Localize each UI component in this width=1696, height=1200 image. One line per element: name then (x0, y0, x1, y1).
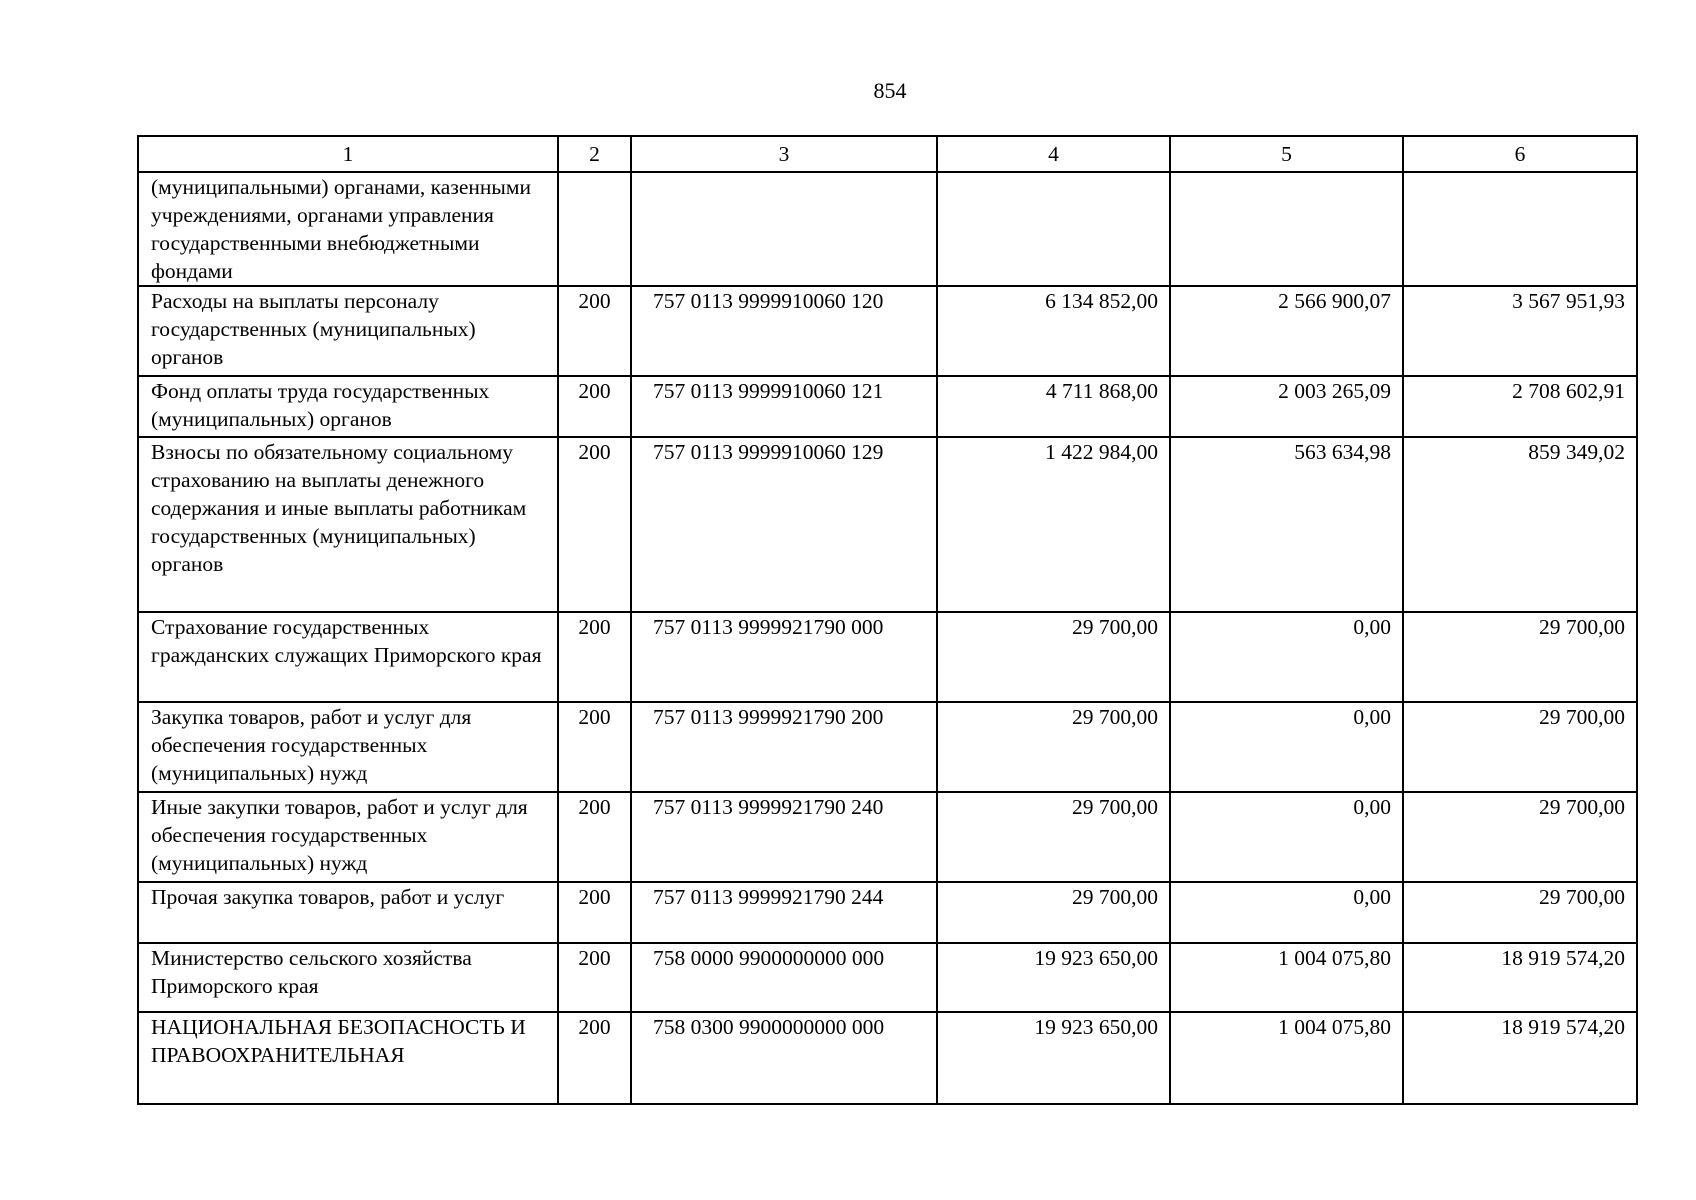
column-header-2: 2 (558, 136, 631, 172)
row-approved: 29 700,00 (937, 702, 1170, 792)
row-approved (937, 172, 1170, 286)
row-budget-code: 757 0113 9999921790 200 (631, 702, 937, 792)
row-kod: 200 (558, 1012, 631, 1104)
table-row (138, 792, 1637, 882)
page-number: 854 (873, 78, 907, 103)
row-kod: 200 (558, 882, 631, 943)
column-header-1: 1 (138, 136, 558, 172)
row-approved: 1 422 984,00 (937, 437, 1170, 612)
row-name: Закупка товаров, работ и услуг для обеспечения государственных (муниципальных) нужд (138, 702, 558, 792)
row-approved: 4 711 868,00 (937, 376, 1170, 437)
table-row (138, 702, 1637, 792)
row-kod: 200 (558, 286, 631, 376)
row-executed: 1 004 075,80 (1170, 943, 1403, 1012)
row-remaining: 29 700,00 (1403, 702, 1637, 792)
row-kod: 200 (558, 437, 631, 612)
row-name: НАЦИОНАЛЬНАЯ БЕЗОПАСНОСТЬ И ПРАВООХРАНИТЕЛЬНАЯ (138, 1012, 558, 1104)
row-kod: 200 (558, 943, 631, 1012)
row-kod: 200 (558, 376, 631, 437)
row-remaining (1403, 172, 1637, 286)
row-approved: 6 134 852,00 (937, 286, 1170, 376)
row-budget-code: 757 0113 9999921790 244 (631, 882, 937, 943)
budget-execution-table (137, 135, 1638, 1105)
row-executed: 1 004 075,80 (1170, 1012, 1403, 1104)
row-approved: 29 700,00 (937, 792, 1170, 882)
row-executed: 563 634,98 (1170, 437, 1403, 612)
row-budget-code: 757 0113 9999921790 000 (631, 612, 937, 702)
table-row (138, 172, 1637, 286)
row-budget-code: 758 0300 9900000000 000 (631, 1012, 937, 1104)
row-remaining: 2 708 602,91 (1403, 376, 1637, 437)
row-name: Страхование государственных гражданских служащих Приморского края (138, 612, 558, 702)
row-remaining: 18 919 574,20 (1403, 1012, 1637, 1104)
row-kod (558, 172, 631, 286)
row-remaining: 3 567 951,93 (1403, 286, 1637, 376)
table-row (138, 376, 1637, 437)
table-row (138, 612, 1637, 702)
row-executed: 2 566 900,07 (1170, 286, 1403, 376)
table-row (138, 1012, 1637, 1104)
row-kod: 200 (558, 792, 631, 882)
row-budget-code: 758 0000 9900000000 000 (631, 943, 937, 1012)
row-approved: 29 700,00 (937, 882, 1170, 943)
table-row (138, 286, 1637, 376)
row-name: Иные закупки товаров, работ и услуг для обеспечения государственных (муниципальных) нужд (138, 792, 558, 882)
row-approved: 19 923 650,00 (937, 943, 1170, 1012)
row-budget-code (631, 172, 937, 286)
column-header-3: 3 (631, 136, 937, 172)
row-budget-code: 757 0113 9999910060 120 (631, 286, 937, 376)
row-budget-code: 757 0113 9999921790 240 (631, 792, 937, 882)
row-name: Взносы по обязательному социальному страхованию на выплаты денежного содержания и иные выплаты работникам государственных (муниципальных) органов (138, 437, 558, 612)
row-executed: 0,00 (1170, 792, 1403, 882)
row-kod: 200 (558, 702, 631, 792)
row-executed: 0,00 (1170, 612, 1403, 702)
row-name: (муниципальными) органами, казенными учреждениями, органами управления государственными внебюджетными фондами (138, 172, 558, 286)
table-row (138, 437, 1637, 612)
row-executed: 2 003 265,09 (1170, 376, 1403, 437)
row-approved: 19 923 650,00 (937, 1012, 1170, 1104)
column-header-5: 5 (1170, 136, 1403, 172)
row-name: Прочая закупка товаров, работ и услуг (138, 882, 558, 943)
row-approved: 29 700,00 (937, 612, 1170, 702)
row-name: Министерство сельского хозяйства Приморского края (138, 943, 558, 1012)
row-remaining: 18 919 574,20 (1403, 943, 1637, 1012)
column-header-6: 6 (1403, 136, 1637, 172)
row-name: Расходы на выплаты персоналу государственных (муниципальных) органов (138, 286, 558, 376)
table-header-row (138, 136, 1637, 172)
column-header-4: 4 (937, 136, 1170, 172)
row-executed: 0,00 (1170, 882, 1403, 943)
row-remaining: 29 700,00 (1403, 882, 1637, 943)
row-remaining: 859 349,02 (1403, 437, 1637, 612)
row-budget-code: 757 0113 9999910060 121 (631, 376, 937, 437)
row-executed (1170, 172, 1403, 286)
row-remaining: 29 700,00 (1403, 612, 1637, 702)
table-row (138, 882, 1637, 943)
table-row (138, 943, 1637, 1012)
row-remaining: 29 700,00 (1403, 792, 1637, 882)
row-budget-code: 757 0113 9999910060 129 (631, 437, 937, 612)
row-kod: 200 (558, 612, 631, 702)
row-name: Фонд оплаты труда государственных (муниципальных) органов (138, 376, 558, 437)
row-executed: 0,00 (1170, 702, 1403, 792)
